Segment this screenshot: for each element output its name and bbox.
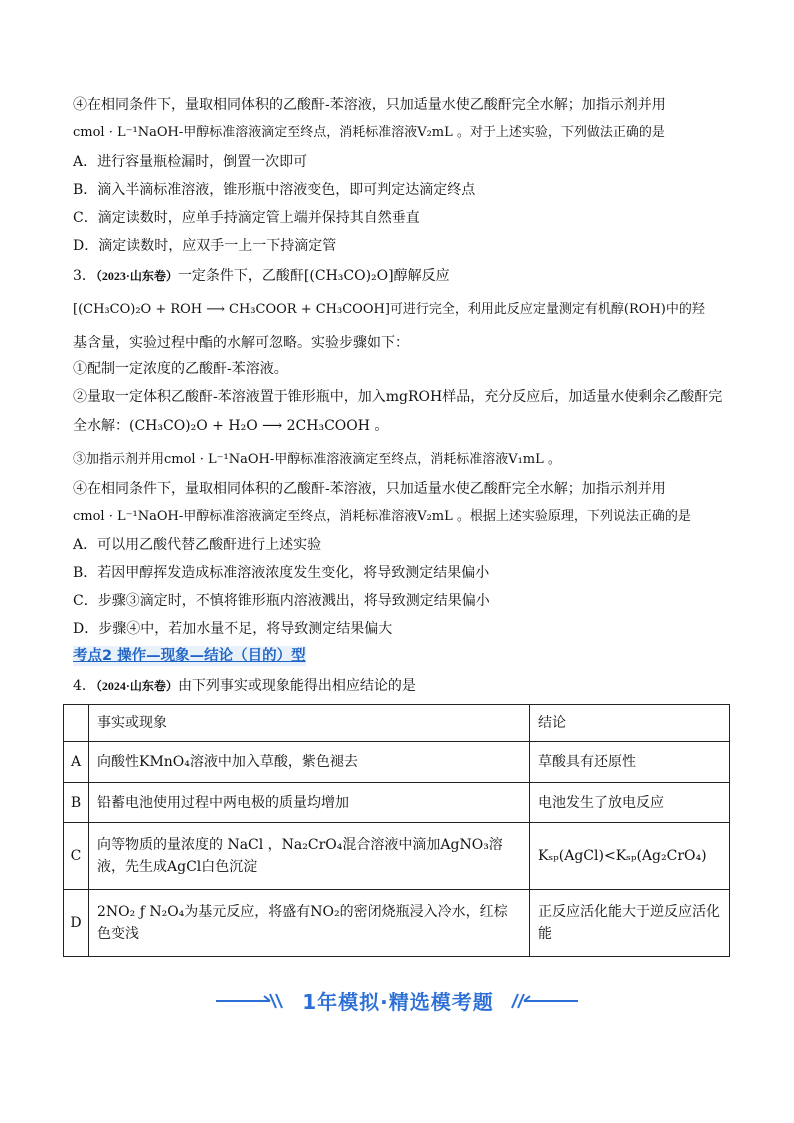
q3-step4-line2: cmol · L⁻¹NaOH-甲醇标准溶液滴定至终点，消耗标准溶液V₂mL 。根据上述实验原理，下列说法正确的是: [73, 509, 691, 524]
q3-reaction-line: [(CH₃CO)₂O + ROH ⟶ CH₃COOR + CH₃COOH]可进行完全，利用此反应定量测定有机醇(ROH)中的羟: [73, 302, 705, 317]
row-fact: 铅蓄电池使用过程中两电极的质量均增加: [89, 783, 530, 823]
row-fact: 向等物质的量浓度的 NaCl ，Na₂CrO₄混合溶液中滴加AgNO₃溶液，先生成AgCl白色沉淀: [89, 823, 530, 890]
q2-step4-line2: cmol · L⁻¹NaOH-甲醇标准溶液滴定至终点，消耗标准溶液V₂mL 。对于上述实验，下列做法正确的是: [73, 125, 665, 140]
row-conclusion: 电池发生了放电反应: [530, 783, 730, 823]
q3-reaction-line2: 基含量，实验过程中酯的水解可忽略。实验步骤如下：: [73, 335, 409, 351]
row-label: B: [64, 783, 89, 823]
q3-header: [73, 266, 733, 286]
q3-step1: ①配制一定浓度的乙酸酐-苯溶液。: [73, 361, 288, 377]
row-conclusion: Kₛₚ(AgCl)<Kₛₚ(Ag₂CrO₄): [530, 823, 730, 890]
q4-intro: 由下列事实或现象能得出相应结论的是: [177, 678, 416, 694]
row-label: A: [64, 742, 89, 783]
q3-option-b: B．若因甲醇挥发造成标准溶液浓度发生变化，将导致测定结果偏小: [73, 565, 490, 581]
table-row: [64, 742, 730, 783]
table-row: [64, 783, 730, 823]
row-fact: 向酸性KMnO₄溶液中加入草酸，紫色褪去: [89, 742, 530, 783]
row-label: C: [64, 823, 89, 890]
q3-step2-line2: 全水解：(CH₃CO)₂O + H₂O ⟶ 2CH₃COOH 。: [73, 418, 389, 434]
q3-source: （2023·山东卷）: [95, 269, 178, 283]
table-header-conclusion: 结论: [530, 705, 730, 742]
section-heading: 考点2 操作—现象—结论（目的）型: [73, 648, 306, 664]
q3-step4-line1: ④在相同条件下，量取相同体积的乙酸酐-苯溶液，只加适量水使乙酸酐完全水解；加指示剂并用: [73, 481, 666, 497]
table-header-row: [64, 705, 730, 742]
table-header-label: [64, 705, 89, 742]
row-conclusion: 草酸具有还原性: [530, 742, 730, 783]
q3-option-a: A．可以用乙酸代替乙酸酐进行上述实验: [73, 537, 322, 553]
q2-option-a: A．进行容量瓶检漏时，倒置一次即可: [73, 154, 308, 170]
q2-option-b: B．滴入半滴标准溶液，锥形瓶中溶液变色，即可判定达滴定终点: [73, 182, 476, 198]
q3-number: 3．: [73, 268, 96, 284]
row-conclusion: 正反应活化能大于逆反应活化能: [530, 890, 730, 957]
q3-option-c: C．步骤③滴定时，不慎将锥形瓶内溶液溅出，将导致测定结果偏小: [73, 593, 490, 609]
table-row: [64, 823, 730, 890]
q4-number: 4．: [73, 678, 96, 694]
table-header-fact: 事实或现象: [89, 705, 530, 742]
q3-step3: ③加指示剂并用cmol · L⁻¹NaOH-甲醇标准溶液滴定至终点，消耗标准溶液V₁mL 。: [73, 452, 561, 467]
q2-option-d: D．滴定读数时，应双手一上一下持滴定管: [73, 238, 337, 254]
q2-step4-line1: ④在相同条件下，量取相同体积的乙酸酐-苯溶液，只加适量水使乙酸酐完全水解；加指示剂并用: [73, 97, 666, 113]
row-label: D: [64, 890, 89, 957]
table-row: [64, 890, 730, 957]
row-fact: 2NO₂ ƒ N₂O₄为基元反应，将盛有NO₂的密闭烧瓶浸入冷水，红棕色变浅: [89, 890, 530, 957]
q3-option-d: D．步骤④中，若加水量不足，将导致测定结果偏大: [73, 621, 393, 637]
q2-option-c: C．滴定读数时，应单手持滴定管上端并保持其自然垂直: [73, 210, 420, 226]
banner-title: 1年模拟·精选模考题: [302, 990, 494, 1014]
section-banner: [212, 984, 582, 1018]
q4-source: （2024·山东卷）: [95, 679, 178, 693]
q3-intro: 一定条件下，乙酸酐[(CH₃CO)₂O]醇解反应: [177, 268, 450, 284]
facts-table: [63, 704, 730, 957]
q3-step2-line1: ②量取一定体积乙酸酐-苯溶液置于锥形瓶中，加入mgROH样品，充分反应后，加适量水使剩余乙酸酐完: [73, 389, 723, 405]
q4-header: [73, 676, 733, 696]
